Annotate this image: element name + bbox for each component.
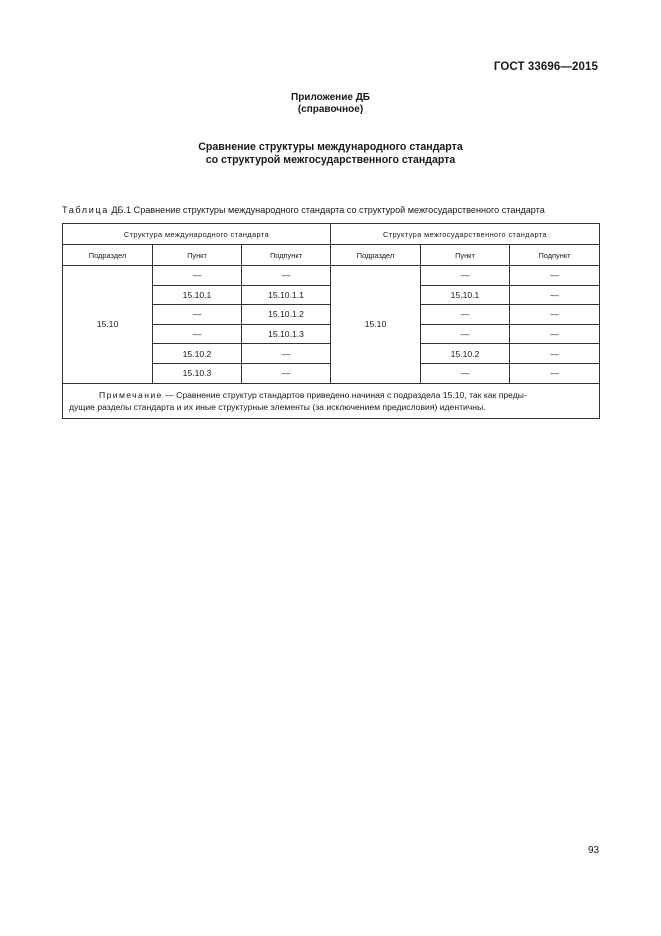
cell-intl-item: — — [153, 324, 242, 344]
title-line-1: Сравнение структуры международного стандарта — [198, 141, 463, 153]
cell-intl-item: — — [153, 305, 242, 325]
intl-subsection-cell: 15.10 — [63, 266, 153, 384]
cell-intl-item: — — [153, 266, 242, 286]
interstate-subsection-cell: 15.10 — [331, 266, 421, 384]
standard-designation: ГОСТ 33696—2015 — [493, 61, 598, 73]
cell-intl-subitem: — — [242, 266, 331, 286]
group-header-international: Структура международного стандарта — [63, 224, 331, 245]
col-header-intl-item: Пункт — [153, 245, 242, 266]
cell-intl-subitem: 15.10.1.1 — [242, 285, 331, 305]
comparison-table — [62, 223, 600, 419]
col-header-int-subitem: Подпункт — [510, 245, 600, 266]
group-header-interstate: Структура межгосударственного стандарта — [331, 224, 600, 245]
col-header-int-subsection: Подраздел — [331, 245, 421, 266]
cell-int-subitem: — — [510, 305, 600, 325]
cell-intl-item: 15.10.2 — [153, 344, 242, 364]
cell-int-item: — — [421, 363, 510, 383]
cell-int-item: — — [421, 305, 510, 325]
col-header-int-item: Пункт — [421, 245, 510, 266]
cell-int-item: — — [421, 324, 510, 344]
col-header-intl-subsection: Подраздел — [63, 245, 153, 266]
cell-int-subitem: — — [510, 285, 600, 305]
title-line-2: со структурой межгосударственного стандарта — [205, 154, 456, 166]
appendix-title — [0, 141, 661, 167]
cell-int-item: — — [421, 266, 510, 286]
table-caption — [62, 205, 545, 215]
table-row — [63, 266, 600, 286]
caption-prefix: Таблица — [62, 205, 109, 215]
cell-int-subitem: — — [510, 363, 600, 383]
cell-int-subitem: — — [510, 266, 600, 286]
cell-int-subitem: — — [510, 344, 600, 364]
col-header-intl-subitem: Подпункт — [242, 245, 331, 266]
note-text-line-1: — Сравнение структур стандартов приведено начиная с подраздела 15.10, так как преды- — [162, 389, 527, 400]
note-label: Примечание — [99, 389, 163, 400]
cell-int-item: 15.10.1 — [421, 285, 510, 305]
appendix-heading — [0, 92, 661, 116]
cell-int-subitem: — — [510, 324, 600, 344]
cell-int-item: 15.10.2 — [421, 344, 510, 364]
cell-intl-subitem: 15.10.1.2 — [242, 305, 331, 325]
page-number: 93 — [588, 845, 600, 856]
cell-intl-subitem: — — [242, 344, 331, 364]
cell-intl-item: 15.10.3 — [153, 363, 242, 383]
table-note — [63, 383, 600, 418]
note-text-line-2: дущие разделы стандарта и их иные структурные элементы (за исключением предисловия) идентичны. — [69, 402, 486, 413]
cell-intl-subitem: — — [242, 363, 331, 383]
appendix-type: (справочное) — [297, 104, 364, 115]
appendix-label: Приложение ДБ — [291, 92, 370, 103]
cell-intl-subitem: 15.10.1.3 — [242, 324, 331, 344]
caption-text: ДБ.1 Сравнение структуры международного стандарта со структурой межгосударственного стандарта — [108, 205, 545, 215]
cell-intl-item: 15.10.1 — [153, 285, 242, 305]
